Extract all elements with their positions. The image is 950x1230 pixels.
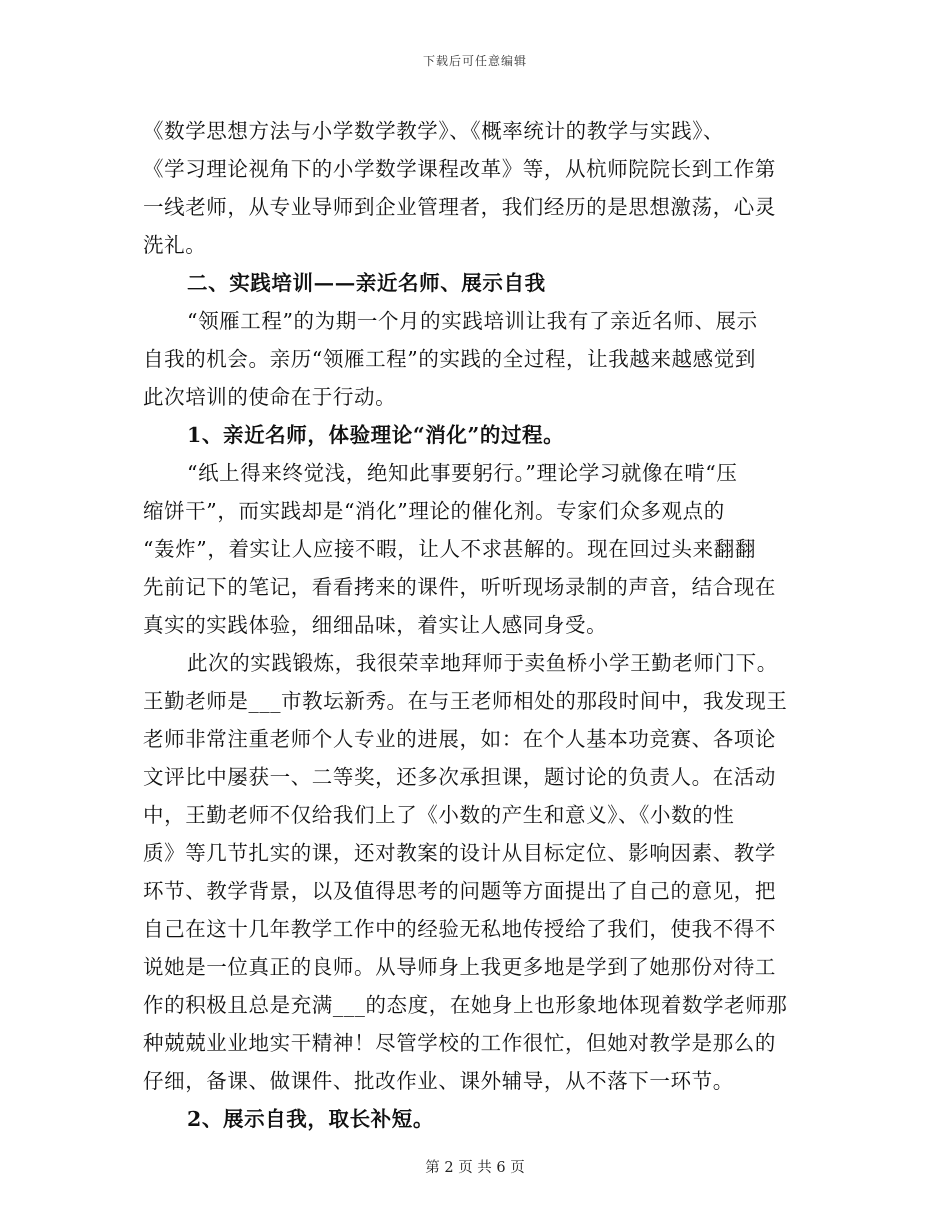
body-line: 自我的机会。亲历“领雁工程”的实践的全过程，让我越来越感觉到: [143, 347, 756, 371]
body-line: 缩饼干”，而实践却是“消化”理论的催化剂。专家们众多观点的: [143, 499, 725, 523]
subsection-heading: 1、亲近名师，体验理论“消化”的过程。: [187, 423, 565, 447]
body-line: 此次培训的使命在于行动。: [143, 385, 397, 409]
document-body: [143, 112, 803, 1138]
body-line: 《学习理论视角下的小学数学课程改革》等，从杭师院院长到工作第: [143, 157, 776, 181]
body-line: 仔细，备课、做课件、批改作业、课外辅导，从不落下一环节。: [143, 1069, 734, 1093]
section-heading: 二、实践培训——亲近名师、展示自我: [187, 271, 546, 295]
body-line: 说她是一位真正的良师。从导师身上我更多地是学到了她那份对待工: [143, 955, 776, 979]
body-line: 王勤老师是___市教坛新秀。在与王老师相处的那段时间中，我发现王: [143, 689, 788, 713]
body-line: 此次的实践锻炼，我很荣幸地拜师于卖鱼桥小学王勤老师门下。: [187, 651, 778, 675]
body-line: “纸上得来终觉浅，绝知此事要躬行。”理论学习就像在啃“压: [187, 461, 738, 485]
body-line: “领雁工程”的为期一个月的实践培训让我有了亲近名师、展示: [187, 309, 758, 333]
body-line: 老师非常注重老师个人专业的进展，如：在个人基本功竞赛、各项论: [143, 727, 776, 751]
body-line: 《数学思想方法与小学数学教学》、《概率统计的教学与实践》、: [143, 119, 725, 143]
body-line: 真实的实践体验，细细品味，着实让人感同身受。: [143, 613, 608, 637]
body-line: 质》等几节扎实的课，还对教案的设计从目标定位、影响因素、教学: [143, 841, 776, 865]
page-number: 第 2 页 共 6 页: [425, 1160, 525, 1176]
body-line: 自己在这十几年教学工作中的经验无私地传授给了我们，使我不得不: [143, 917, 776, 941]
body-line: 文评比中屡获一、二等奖，还多次承担课，题讨论的负责人。在活动: [143, 765, 776, 789]
body-line: 种兢兢业业地实干精神！尽管学校的工作很忙，但她对教学是那么的: [143, 1031, 776, 1055]
body-line: 环节、教学背景，以及值得思考的问题等方面提出了自己的意见，把: [143, 879, 776, 903]
body-line: “轰炸”，着实让人应接不暇，让人不求甚解的。现在回过头来翻翻: [143, 537, 756, 561]
body-line: 洗礼。: [143, 233, 207, 257]
body-line: 作的积极且总是充满___的态度，在她身上也形象地体现着数学老师那: [143, 993, 788, 1017]
body-line: 一线老师，从专业导师到企业管理者，我们经历的是思想激荡，心灵: [143, 195, 776, 219]
body-line: 中，王勤老师不仅给我们上了《小数的产生和意义》、《小数的性: [143, 803, 735, 827]
page-header-note: 下载后可任意编辑: [422, 54, 527, 68]
body-line: 先前记下的笔记，看看拷来的课件，听听现场录制的声音，结合现在: [143, 575, 776, 599]
subsection-heading: 2、展示自我，取长补短。: [187, 1107, 434, 1131]
